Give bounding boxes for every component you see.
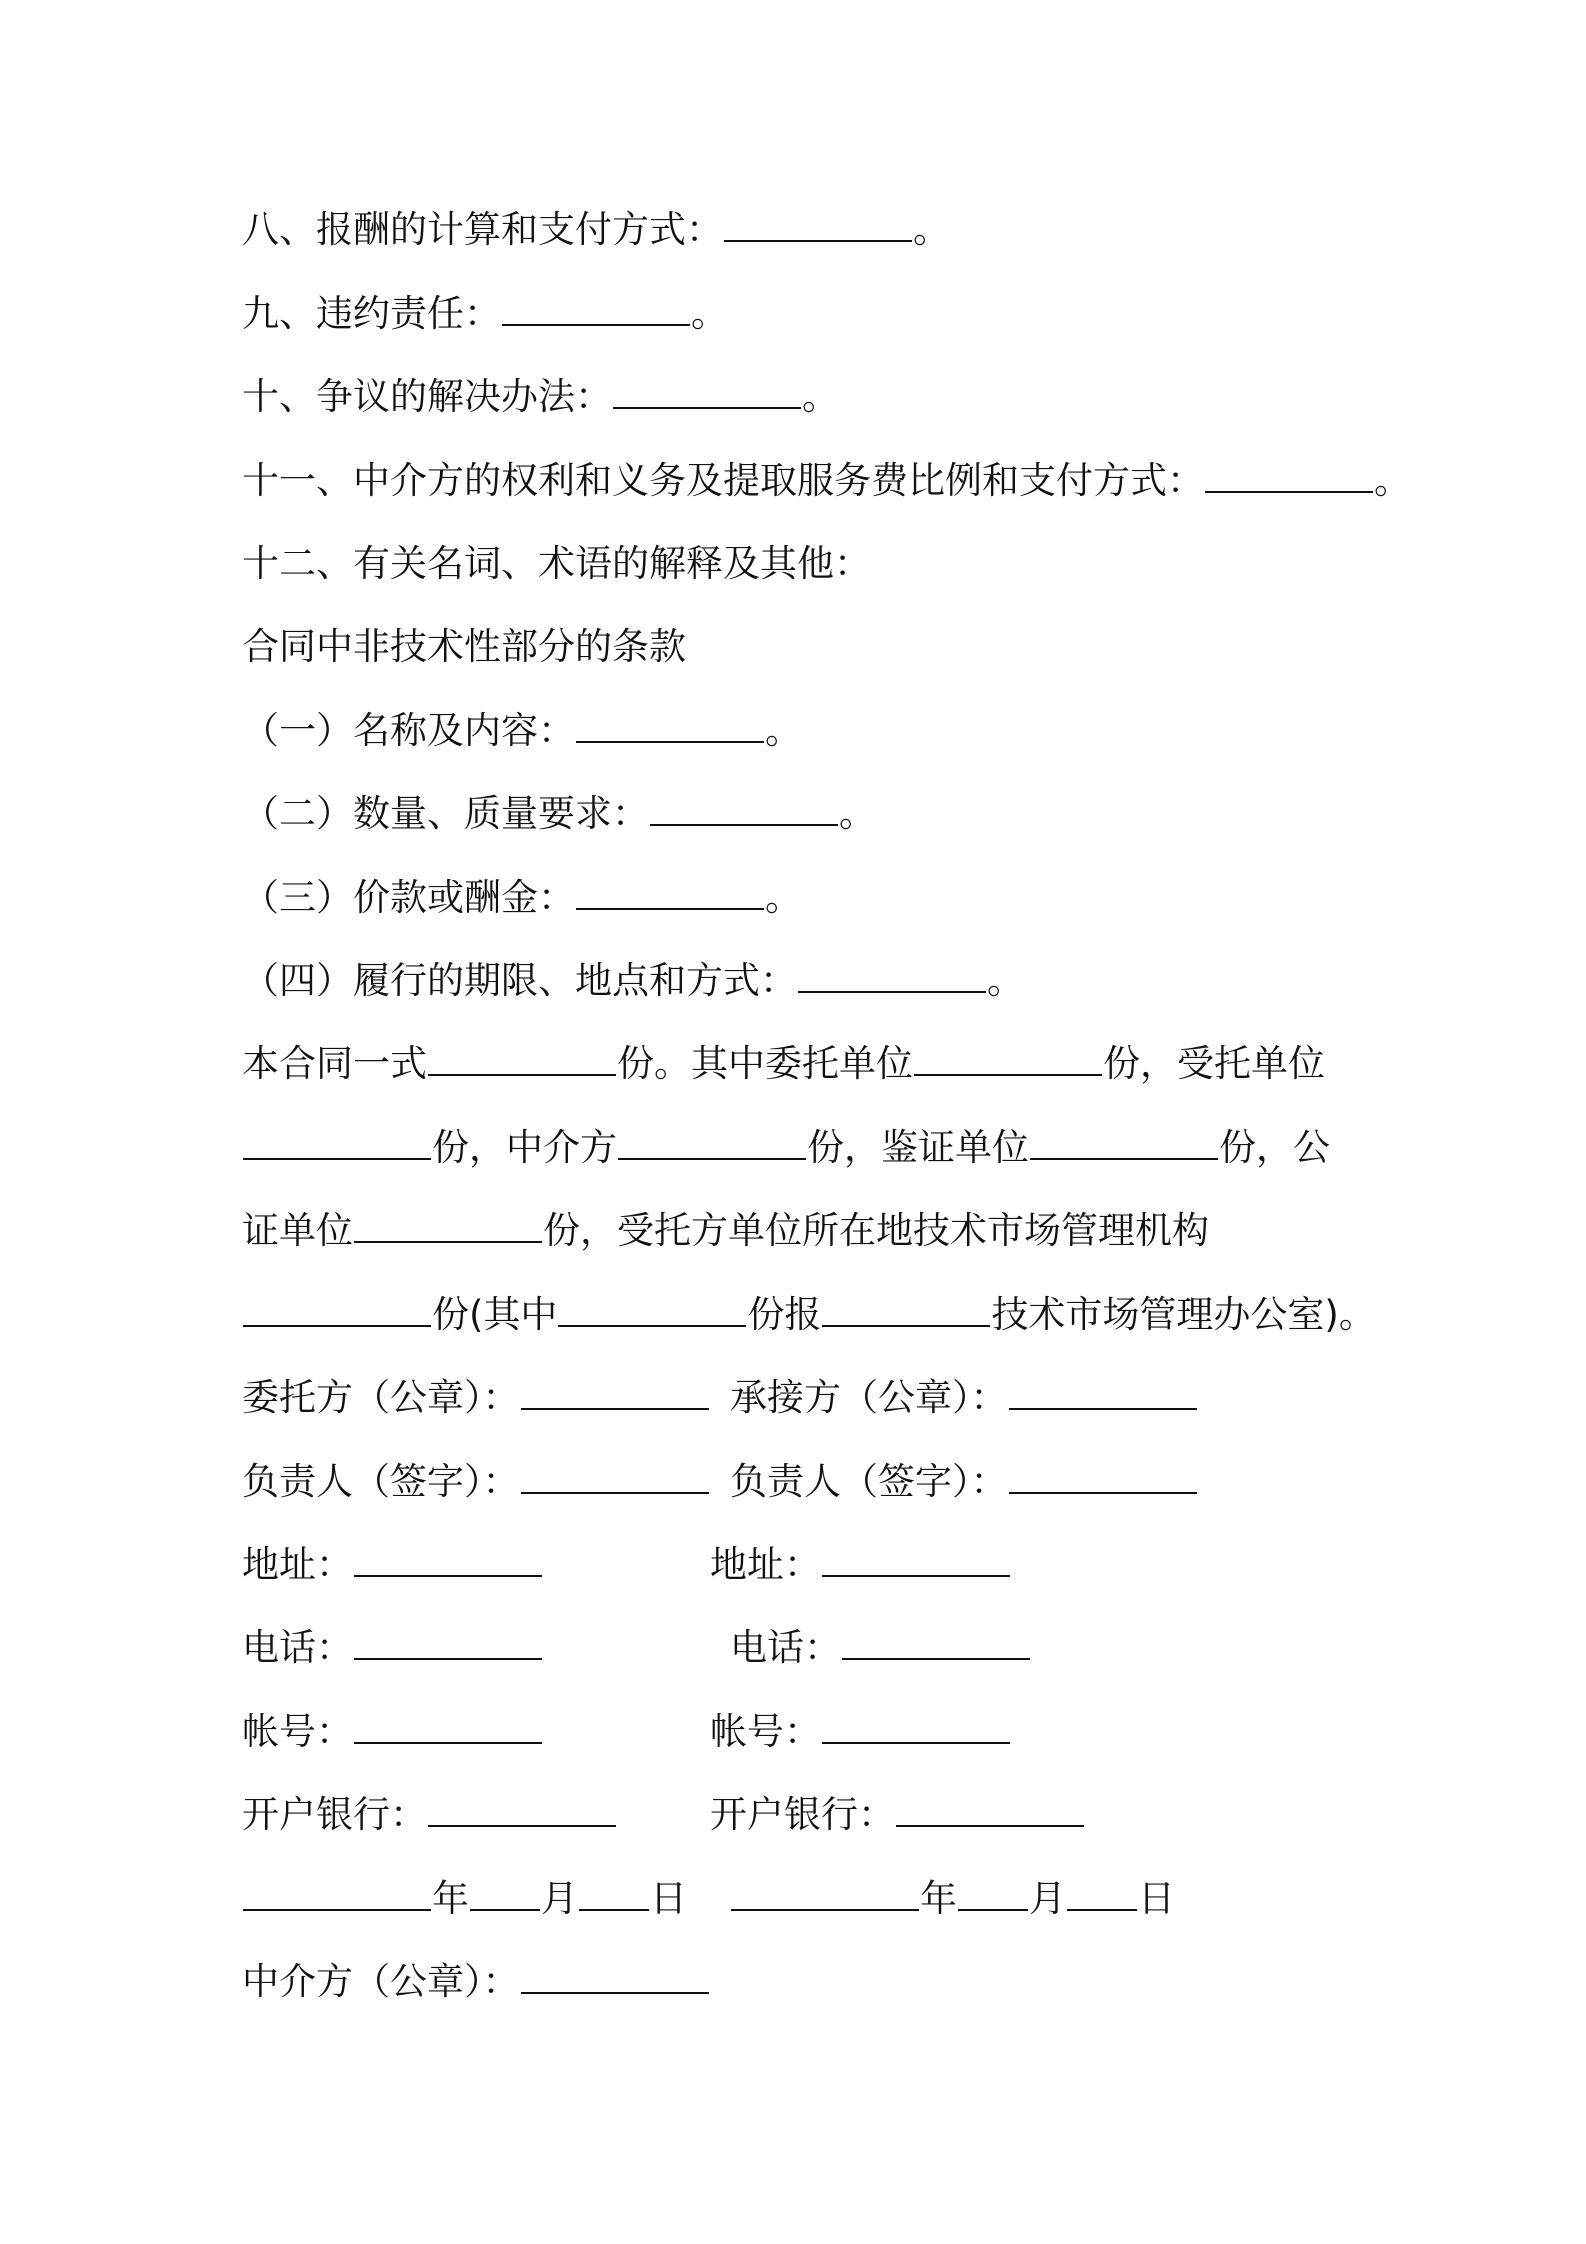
contractor-bank-label: 开户银行：	[710, 1793, 895, 1836]
contractor-month-blank[interactable]	[958, 1879, 1028, 1911]
clause-9-label: 九、违约责任：	[242, 292, 501, 335]
copies-text: 份，鉴证单位	[807, 1126, 1029, 1169]
contractor-account-blank[interactable]	[822, 1712, 1010, 1744]
copies-text: 份报	[747, 1293, 822, 1336]
client-address-blank[interactable]	[354, 1545, 542, 1577]
contractor-seal-row	[730, 1373, 1198, 1423]
sub-clause-1-end: 。	[765, 709, 802, 752]
clause-8-end: 。	[913, 208, 950, 251]
client-phone-label: 电话：	[242, 1626, 353, 1669]
clause-12-label: 十二、有关名词、术语的解释及其他：	[242, 542, 871, 585]
contractor-phone-row	[730, 1623, 1031, 1673]
client-address-label: 地址：	[242, 1543, 353, 1586]
client-address-row	[242, 1540, 543, 1590]
clause-11-blank[interactable]	[1205, 461, 1373, 493]
copies-line-2	[242, 1123, 1330, 1173]
contractor-date-row	[730, 1874, 1175, 1924]
day-label: 日	[1138, 1877, 1175, 1920]
clause-9-end: 。	[691, 292, 728, 335]
sub-clause-2-blank[interactable]	[650, 794, 838, 826]
contractor-address-label: 地址：	[710, 1543, 821, 1586]
clause-10	[242, 372, 839, 422]
clause-11-label: 十一、中介方的权利和义务及提取服务费比例和支付方式：	[242, 459, 1204, 502]
copies-office-blank[interactable]	[822, 1295, 990, 1327]
clause-8-blank[interactable]	[724, 210, 912, 242]
copies-sub-blank[interactable]	[558, 1295, 746, 1327]
contractor-address-blank[interactable]	[822, 1545, 1010, 1577]
month-label: 月	[1029, 1877, 1066, 1920]
sub-clause-1-label: （一）名称及内容：	[242, 709, 575, 752]
sub-clause-3-label: （三）价款或酬金：	[242, 876, 575, 919]
contractor-seal-label: 承接方（公章）：	[730, 1376, 1008, 1419]
intermediary-seal-blank[interactable]	[521, 1962, 709, 1994]
client-person-blank[interactable]	[521, 1462, 709, 1494]
sub-clause-4-label: （四）履行的期限、地点和方式：	[242, 959, 797, 1002]
client-person-row	[242, 1457, 710, 1507]
client-day-blank[interactable]	[579, 1879, 649, 1911]
copies-market-blank[interactable]	[243, 1295, 431, 1327]
copies-text: 份。其中委托单位	[617, 1042, 913, 1085]
copies-total-blank[interactable]	[428, 1044, 616, 1076]
copies-notary-blank[interactable]	[354, 1211, 542, 1243]
contractor-person-row	[730, 1457, 1198, 1507]
clause-9-blank[interactable]	[502, 294, 690, 326]
sub-clause-2-label: （二）数量、质量要求：	[242, 792, 649, 835]
client-account-blank[interactable]	[354, 1712, 542, 1744]
clause-11	[242, 456, 1411, 506]
sub-clause-2-end: 。	[839, 792, 876, 835]
client-bank-label: 开户银行：	[242, 1793, 427, 1836]
contractor-address-row	[710, 1540, 1011, 1590]
client-seal-blank[interactable]	[521, 1378, 709, 1410]
copies-line-1	[242, 1039, 1325, 1089]
client-year-blank[interactable]	[243, 1879, 431, 1911]
year-label: 年	[432, 1877, 469, 1920]
clause-11-end: 。	[1374, 459, 1411, 502]
client-seal-row	[242, 1373, 710, 1423]
clause-9	[242, 289, 728, 339]
copies-text: 份，中介方	[432, 1126, 617, 1169]
sub-clause-3-end: 。	[765, 876, 802, 919]
contractor-seal-blank[interactable]	[1009, 1378, 1197, 1410]
copies-text: 份，公	[1219, 1126, 1330, 1169]
contractor-account-label: 帐号：	[710, 1710, 821, 1753]
contractor-bank-blank[interactable]	[896, 1795, 1084, 1827]
contractor-bank-row	[710, 1790, 1085, 1840]
copies-line-4	[242, 1290, 1376, 1340]
clause-8	[242, 205, 950, 255]
year-label: 年	[920, 1877, 957, 1920]
client-account-label: 帐号：	[242, 1710, 353, 1753]
sub-clause-4-blank[interactable]	[798, 961, 986, 993]
client-person-label: 负责人（签字）：	[242, 1460, 520, 1503]
clause-10-end: 。	[802, 375, 839, 418]
sub-clause-3	[242, 873, 802, 923]
intermediary-seal-label: 中介方（公章）：	[242, 1960, 520, 2003]
copies-text: 份(其中	[432, 1293, 558, 1336]
copies-text: 份，受托方单位所在地技术市场管理机构	[543, 1209, 1209, 1252]
client-account-row	[242, 1707, 543, 1757]
client-bank-row	[242, 1790, 617, 1840]
client-date-row	[242, 1874, 687, 1924]
copies-text: 份，受托单位	[1103, 1042, 1325, 1085]
copies-text: 本合同一式	[242, 1042, 427, 1085]
client-phone-row	[242, 1623, 543, 1673]
client-seal-label: 委托方（公章）：	[242, 1376, 520, 1419]
copies-verifier-blank[interactable]	[1030, 1128, 1218, 1160]
sub-clause-4	[242, 956, 1024, 1006]
copies-line-3	[242, 1206, 1209, 1256]
clause-10-label: 十、争议的解决办法：	[242, 375, 612, 418]
sub-clause-2	[242, 789, 876, 839]
copies-text: 证单位	[242, 1209, 353, 1252]
sub-clause-1-blank[interactable]	[576, 711, 764, 743]
clause-8-label: 八、报酬的计算和支付方式：	[242, 208, 723, 251]
contractor-person-blank[interactable]	[1009, 1462, 1197, 1494]
client-phone-blank[interactable]	[354, 1628, 542, 1660]
copies-intermediary-blank[interactable]	[618, 1128, 806, 1160]
intermediary-seal-row	[242, 1957, 710, 2007]
month-label: 月	[541, 1877, 578, 1920]
contractor-phone-label: 电话：	[730, 1626, 841, 1669]
contractor-phone-blank[interactable]	[842, 1628, 1030, 1660]
contractor-person-label: 负责人（签字）：	[730, 1460, 1008, 1503]
sub-clause-1	[242, 706, 802, 756]
copies-contractor-blank[interactable]	[243, 1128, 431, 1160]
client-bank-blank[interactable]	[428, 1795, 616, 1827]
contractor-year-blank[interactable]	[731, 1879, 919, 1911]
clause-12	[242, 539, 871, 589]
client-month-blank[interactable]	[470, 1879, 540, 1911]
sub-clause-4-end: 。	[987, 959, 1024, 1002]
nontech-heading-text: 合同中非技术性部分的条款	[242, 625, 686, 668]
day-label: 日	[650, 1877, 687, 1920]
copies-text: 技术市场管理办公室)。	[991, 1293, 1376, 1336]
sub-clause-3-blank[interactable]	[576, 878, 764, 910]
copies-client-blank[interactable]	[914, 1044, 1102, 1076]
clause-10-blank[interactable]	[613, 377, 801, 409]
contractor-day-blank[interactable]	[1067, 1879, 1137, 1911]
contractor-account-row	[710, 1707, 1011, 1757]
nontech-heading	[242, 622, 686, 672]
